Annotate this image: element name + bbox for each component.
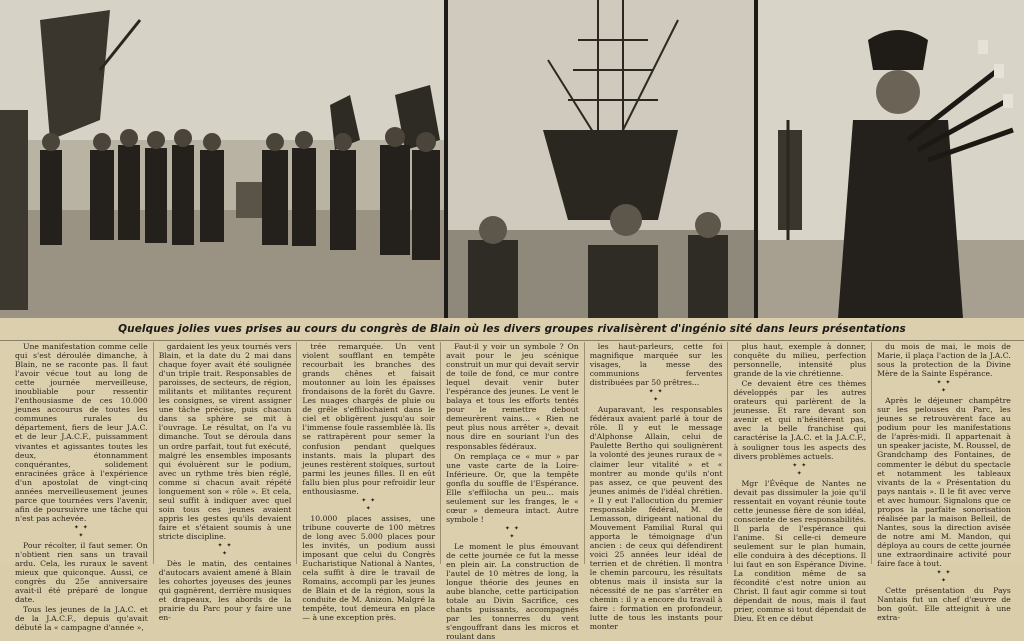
article-column	[872, 342, 1016, 623]
paragraph: Faut-il y voir un symbole ? On avait pour le jeu scénique construit un mur qui devait servir de toile de fond, ce mur contre lequel devait venir buter l'espérance des jeunes. Le vent le balaya et tous les efforts tentés pour le remettre debout demeurèrent vains... « Rien ne peut plus nous arrêter », devait nous dire en souriant l'un des responsables fédéraux.	[446, 342, 579, 451]
article-column	[585, 342, 729, 632]
photo-center	[448, 0, 754, 318]
article-column	[10, 342, 154, 633]
paragraph: Mgr l'Évêque de Nantes ne devait pas dissimuler la joie qu'il ressentait en voyant réunie toute cette jeunesse fière de son idéal, consciente de ses responsabilités. Il parla de l'espérance qui l'anime. Si celle-ci demeure seulement sur le plan humain, elle conduira à des déceptions. Il lui faut en son Espérance Divine. La condition même de sa fécondité c'est notre union au Christ. Il faut agir comme si tout dépendait de nous, mais il faut prier, comme si tout dépendait de Dieu. Et en ce début	[733, 478, 867, 624]
photo-right-image	[758, 0, 1024, 318]
paragraph: 10.000 places assises, une tribune couverte de 100 mètres de long avec 5.000 places pour les invités, un podium aussi imposant que celui du Congrès Eucharistique National à Nantes, cela suffit à dire le travail de Romains, accompli par les jeunes de Blain et de la région, sous la conduite de M. Anizon. Malgré la tempête, tout demeura en place — à une exception près.	[302, 513, 436, 623]
photo-caption: Quelques jolies vues prises au cours du congrès de Blain où les divers groupes rivalisèrent d'ingénio sité dans leurs présentations	[0, 318, 1024, 341]
photo-strip	[0, 0, 1024, 318]
paragraph: Auparavant, les responsables fédéraux avaient parlé à tour de rôle. Il y eut le message d'Alphonse Allain, celui de Paulette Bertho qui soulignèrent la volonté des jeunes ruraux de « claimer leur vitalité » et « montrer au monde qu'ils n'ont pas assez, ce que peuvent des jeunes animés de l'idéal chrétien. » Il y eut l'allocution du premier responsable fédéral, M. de Lemasson, dirigeant national du Mouvement Familial Rural qui apporta le témoignage d'un ancien : de ceux qui défendirent voici 25 années leur idéal de terrien et de chrétien. Il montra le chemin parcouru, les résultats obtenus mais il insista sur la nécessité de ne pas s'arrêter en chemin : il y a encore du travail à faire : formation en profondeur, lutte de tous les instants pour monter	[589, 405, 723, 632]
paragraph: Dès le matin, des centaines d'autocars avaient amené à Blain les cohortes joyeuses des jeunes qui gagnèrent, derrière musiques et drapeaux, les abords de la prairie du Parc pour y faire une en-	[158, 559, 292, 623]
paragraph: plus haut, exemple à donner, conquête du milieu, perfection personnelle, intensité plus grande de la vie chrétienne.	[733, 342, 867, 379]
article-columns	[10, 342, 1016, 641]
separator-stars: ✦ ✦ ✦	[217, 542, 233, 558]
separator-stars: ✦ ✦ ✦	[792, 461, 808, 477]
paragraph: du mois de mai, le mois de Marie, il plaça l'action de la J.A.C. sous la protection de la Divine Mère de la Sainte Espérance.	[877, 342, 1011, 379]
photo-center-image	[448, 0, 754, 318]
paragraph: Après le déjeuner champêtre sur les pelouses du Parc, les jeunes se retrouvèrent face au podium pour les manifestations de l'après-midi. Il appartenait à un speaker jaciste, M. Roussel, de Grandchamp des Fontaines, de commenter le début du spectacle et notamment les tableaux vivants de la « Présentation du pays nantais ». Il le fit avec verve et avec humour. Signalons que ce propos la parfaite sonorisation réalisée par la maison Belleil, de Nantes, sous la direction avisée de notre ami M. Mandon, qui déploya au cours de cette journée une extraordinaire activité pour faire face à tout.	[877, 396, 1011, 569]
paragraph: Tous les jeunes de la J.A.C. et de la J.A.C.F., depuis qu'avait débuté la « campagne d'année »,	[15, 605, 148, 633]
article-column	[728, 342, 872, 624]
separator-stars: ✦ ✦ ✦	[936, 379, 952, 395]
separator-stars: ✦ ✦ ✦	[936, 569, 952, 585]
separator-stars: ✦ ✦ ✦	[648, 388, 664, 404]
paragraph: trée remarquée. Un vent violent soufflant en tempête recourbait les branches des grands chênes et faisait moutonner au loin les épaisses frondaisons de la forêt du Gavre. Les nuages chargés de pluie ou de grêle s'effilochaient dans le ciel et obligèrent jusqu'au soir l'immense foule rassemblée là. Ils se rattrapèrent pour semer la confusion pendant quelques instants. mais la plupart des jeunes restèrent stoïques, surtout parmi les jeunes filles. Il en eût fallu bien plus pour refroidir leur enthousiasme.	[302, 342, 436, 496]
article-column	[154, 342, 298, 623]
paragraph: Pour récolter, il faut semer. On n'obtient rien sans un travail ardu. Cela, les ruraux le savent mieux que quiconque. Aussi, ce congrès du 25e anniversaire avait-il été préparé de longue date.	[15, 540, 148, 605]
separator-stars: ✦ ✦ ✦	[73, 523, 89, 539]
paragraph: On remplaça ce « mur » par une vaste carte de la Loire-Inférieure. Or, que la tempête gonfla du souffle de l'Espérance. Elle s'effilocha un peu... mais seulement sur les franges, le « cœur » demeura intact. Autre symbole !	[446, 451, 579, 524]
photo-left-image	[0, 0, 444, 318]
photo-right	[758, 0, 1024, 318]
article-column	[441, 342, 585, 641]
paragraph: Le moment le plus émouvant de cette journée ce fut la messe en plein air. La construction de l'autel de 10 mètres de long, la longue théorie des jeunes en aube blanche, cette participation totale au Divin Sacrifice, ces chants puissants, accompagnés par les tonnerres du vent s'engouffrant dans les micros et roulant dans	[446, 541, 579, 641]
paragraph: Cette présentation du Pays Nantais fut un chef d'œuvre de bon goût. Elle atteignit à une extra-	[877, 586, 1011, 623]
paragraph: Une manifestation comme celle qui s'est déroulée dimanche, à Blain, ne se raconte pas. Il faut l'avoir vécue tout au long de cette journée merveilleuse, inoubliable pour ressentir l'enthousiasme de ces 10.000 jeunes accourus de toutes les communes rurales du département, fiers de leur J.A.C. et de leur J.A.C.F., puissamment vivantes et agissantes toutes les deux, étonnamment conquérantes, solidement enracinées grâce à l'expérience d'un apostolat de vingt-cinq années merveilleusement jeunes parce que tournées vers l'avenir, afin de poursuivre une tâche qui n'est pas achevée.	[15, 342, 148, 523]
photo-left	[0, 0, 444, 318]
separator-stars: ✦ ✦ ✦	[504, 524, 520, 540]
separator-stars: ✦ ✦ ✦	[361, 496, 377, 512]
paragraph: les haut-parleurs, cette foi magnifique marquée sur les visages, la messe des communions ferventes distribuées par 50 prêtres...	[589, 342, 723, 388]
article-column	[297, 342, 441, 623]
paragraph: gardaient les yeux tournés vers Blain, et la date du 2 mai dans chaque foyer avait été soulignée d'un triple trait. Responsables de paroisses, de secteurs, de région, militants et militantes reçurent les consignes, se virent assigner une tâche précise, puis chacun dans sa sphère se mit à l'ouvrage. Le résultat, on l'a vu dimanche. Tout se déroula dans un ordre parfait, tout fut exécuté, malgré les ensembles imposants qui évoluèrent sur le podium, avec un rythme très bien réglé, comme si chacun avait répété longuement son « rôle ». Et cela, seul suffit à indiquer avec quel soin tous ces jeunes avaient appris les gestes qu'ils devaient faire et s'étaient soumis à une stricte discipline.	[158, 342, 292, 541]
paragraph: Ce devaient être ces thèmes développés par les autres orateurs qui parlèrent de la jeunesse. Et rare devant son avenir et qui n'hésitèrent pas, avec la belle franchise qui caractérise la J.A.C. et la J.A.C.F., à souligner tous les aspects des divers problèmes actuels.	[733, 379, 867, 461]
